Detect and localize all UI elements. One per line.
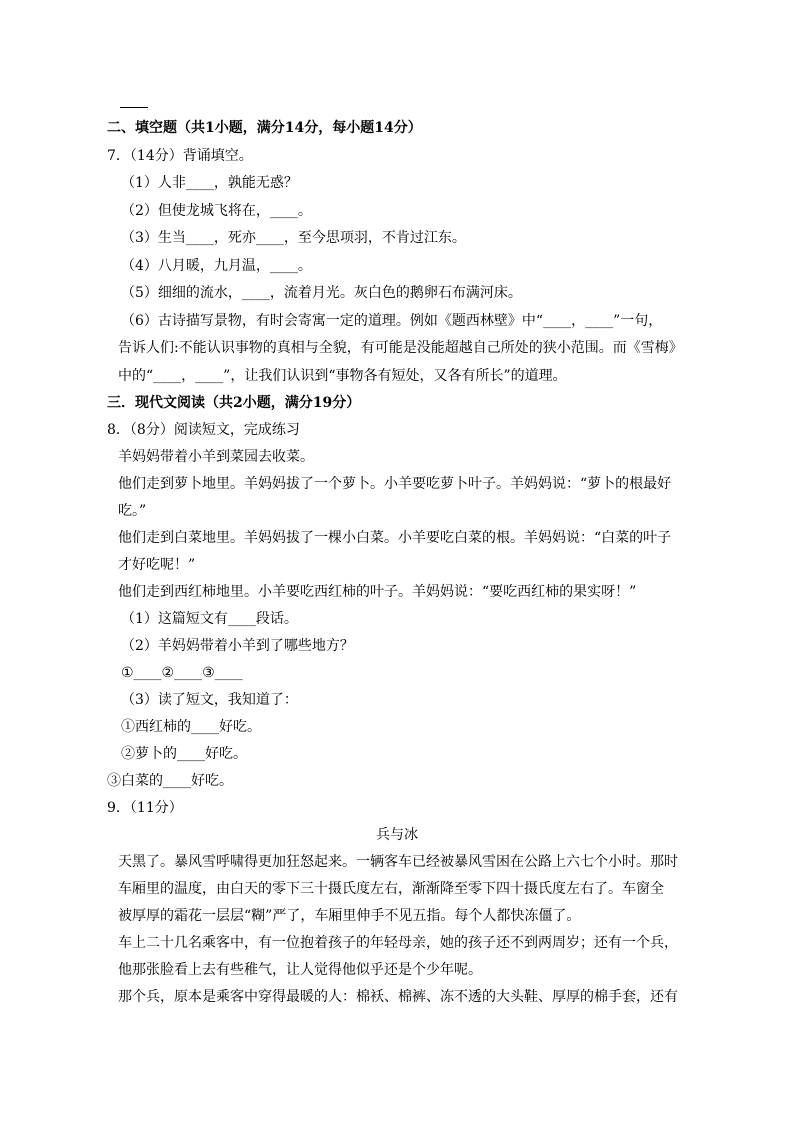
q7-item-3: （3）生当____，死亦____，至今思项羽，不肯过江东。 [121, 230, 466, 246]
q8-question-2: （2）羊妈妈带着小羊到了哪些地方？ [121, 638, 354, 654]
q8-question-3-c: ③白菜的____好吃。 [107, 773, 233, 789]
q7-item-2: （2）但使龙城飞将在，____。 [121, 203, 312, 219]
q8-passage-line: 吃。” [118, 503, 147, 519]
q8-question-2-blanks: ①____②____③____ [121, 665, 243, 681]
q8-passage-line: 他们走到萝卜地里。羊妈妈拔了一个萝卜。小羊要吃萝卜叶子。羊妈妈说：“萝卜的根最好 [118, 476, 672, 492]
q7-item-4: （4）八月暖，九月温，____。 [121, 258, 312, 274]
q8-passage-line: 才好吃呢！” [118, 557, 196, 573]
answer-blank-line [120, 107, 148, 108]
story-title: 兵与冰 [376, 827, 418, 843]
q9-passage-line: 车厢里的温度，由白天的零下三十摄氏度左右，渐渐降至零下四十摄氏度左右了。车窗全 [118, 881, 664, 897]
section2-header: 二、填空题（共1小题，满分14分，每小题14分） [107, 120, 422, 136]
q9-passage-line: 车上二十几名乘客中，有一位抱着孩子的年轻母亲，她的孩子还不到两周岁；还有一个兵， [118, 935, 678, 951]
q7-item-5: （5）细细的流水，____，流着月光。灰白色的鹅卵石布满河床。 [121, 285, 522, 301]
q8-question-3-b: ②萝卜的____好吃。 [121, 746, 247, 762]
q9-passage-line: 被厚厚的霜花一层层“糊”严了，车厢里伸手不见五指。每个人都快冻僵了。 [118, 908, 581, 924]
q9-passage-line: 天黑了。暴风雪呼啸得更加狂怒起来。一辆客车已经被暴风雪困在公路上六七个小时。那时 [118, 854, 678, 870]
q8-passage-line: 羊妈妈带着小羊到菜园去收菜。 [118, 449, 314, 465]
q7-item-6-cont-1: 告诉人们:不能认识事物的真相与全貌，有可能是没能超越自己所处的狭小范围。而《雪梅》 [118, 340, 683, 356]
q8-passage-line: 他们走到西红柿地里。小羊要吃西红柿的叶子。羊妈妈说：“要吃西红柿的果实呀！” [118, 584, 637, 600]
q7-item-6-cont-2: 中的“____，____”，让我们认识到“事物各有短处，又各有所长”的道理。 [118, 368, 567, 384]
q7-item-6: （6）古诗描写景物，有时会寄寓一定的道理。例如《题西林壁》中“____，____”一句， [121, 313, 663, 329]
q8-question-3: （3）读了短文，我知道了： [121, 692, 298, 708]
q9-title: 9．（11分） [107, 800, 183, 816]
q9-passage-line: 他那张脸看上去有些稚气，让人觉得他似乎还是个少年呢。 [118, 962, 482, 978]
q7-item-1: （1）人非____，孰能无惑？ [121, 175, 298, 191]
q8-question-1: （1）这篇短文有____段话。 [121, 611, 298, 627]
q9-passage-line: 那个兵，原本是乘客中穿得最暖的人：棉袄、棉裤、冻不透的大头鞋、厚厚的棉手套，还有 [118, 989, 678, 1005]
section3-header: 三．现代文阅读（共2小题，满分19分） [107, 395, 361, 411]
q8-passage-line: 他们走到白菜地里。羊妈妈拔了一棵小白菜。小羊要吃白菜的根。羊妈妈说：“白菜的叶子 [118, 530, 672, 546]
q8-title: 8．（8分）阅读短文，完成练习 [107, 422, 300, 438]
q8-question-3-a: ①西红柿的____好吃。 [121, 719, 261, 735]
q7-title: 7．（14分）背诵填空。 [107, 148, 253, 164]
